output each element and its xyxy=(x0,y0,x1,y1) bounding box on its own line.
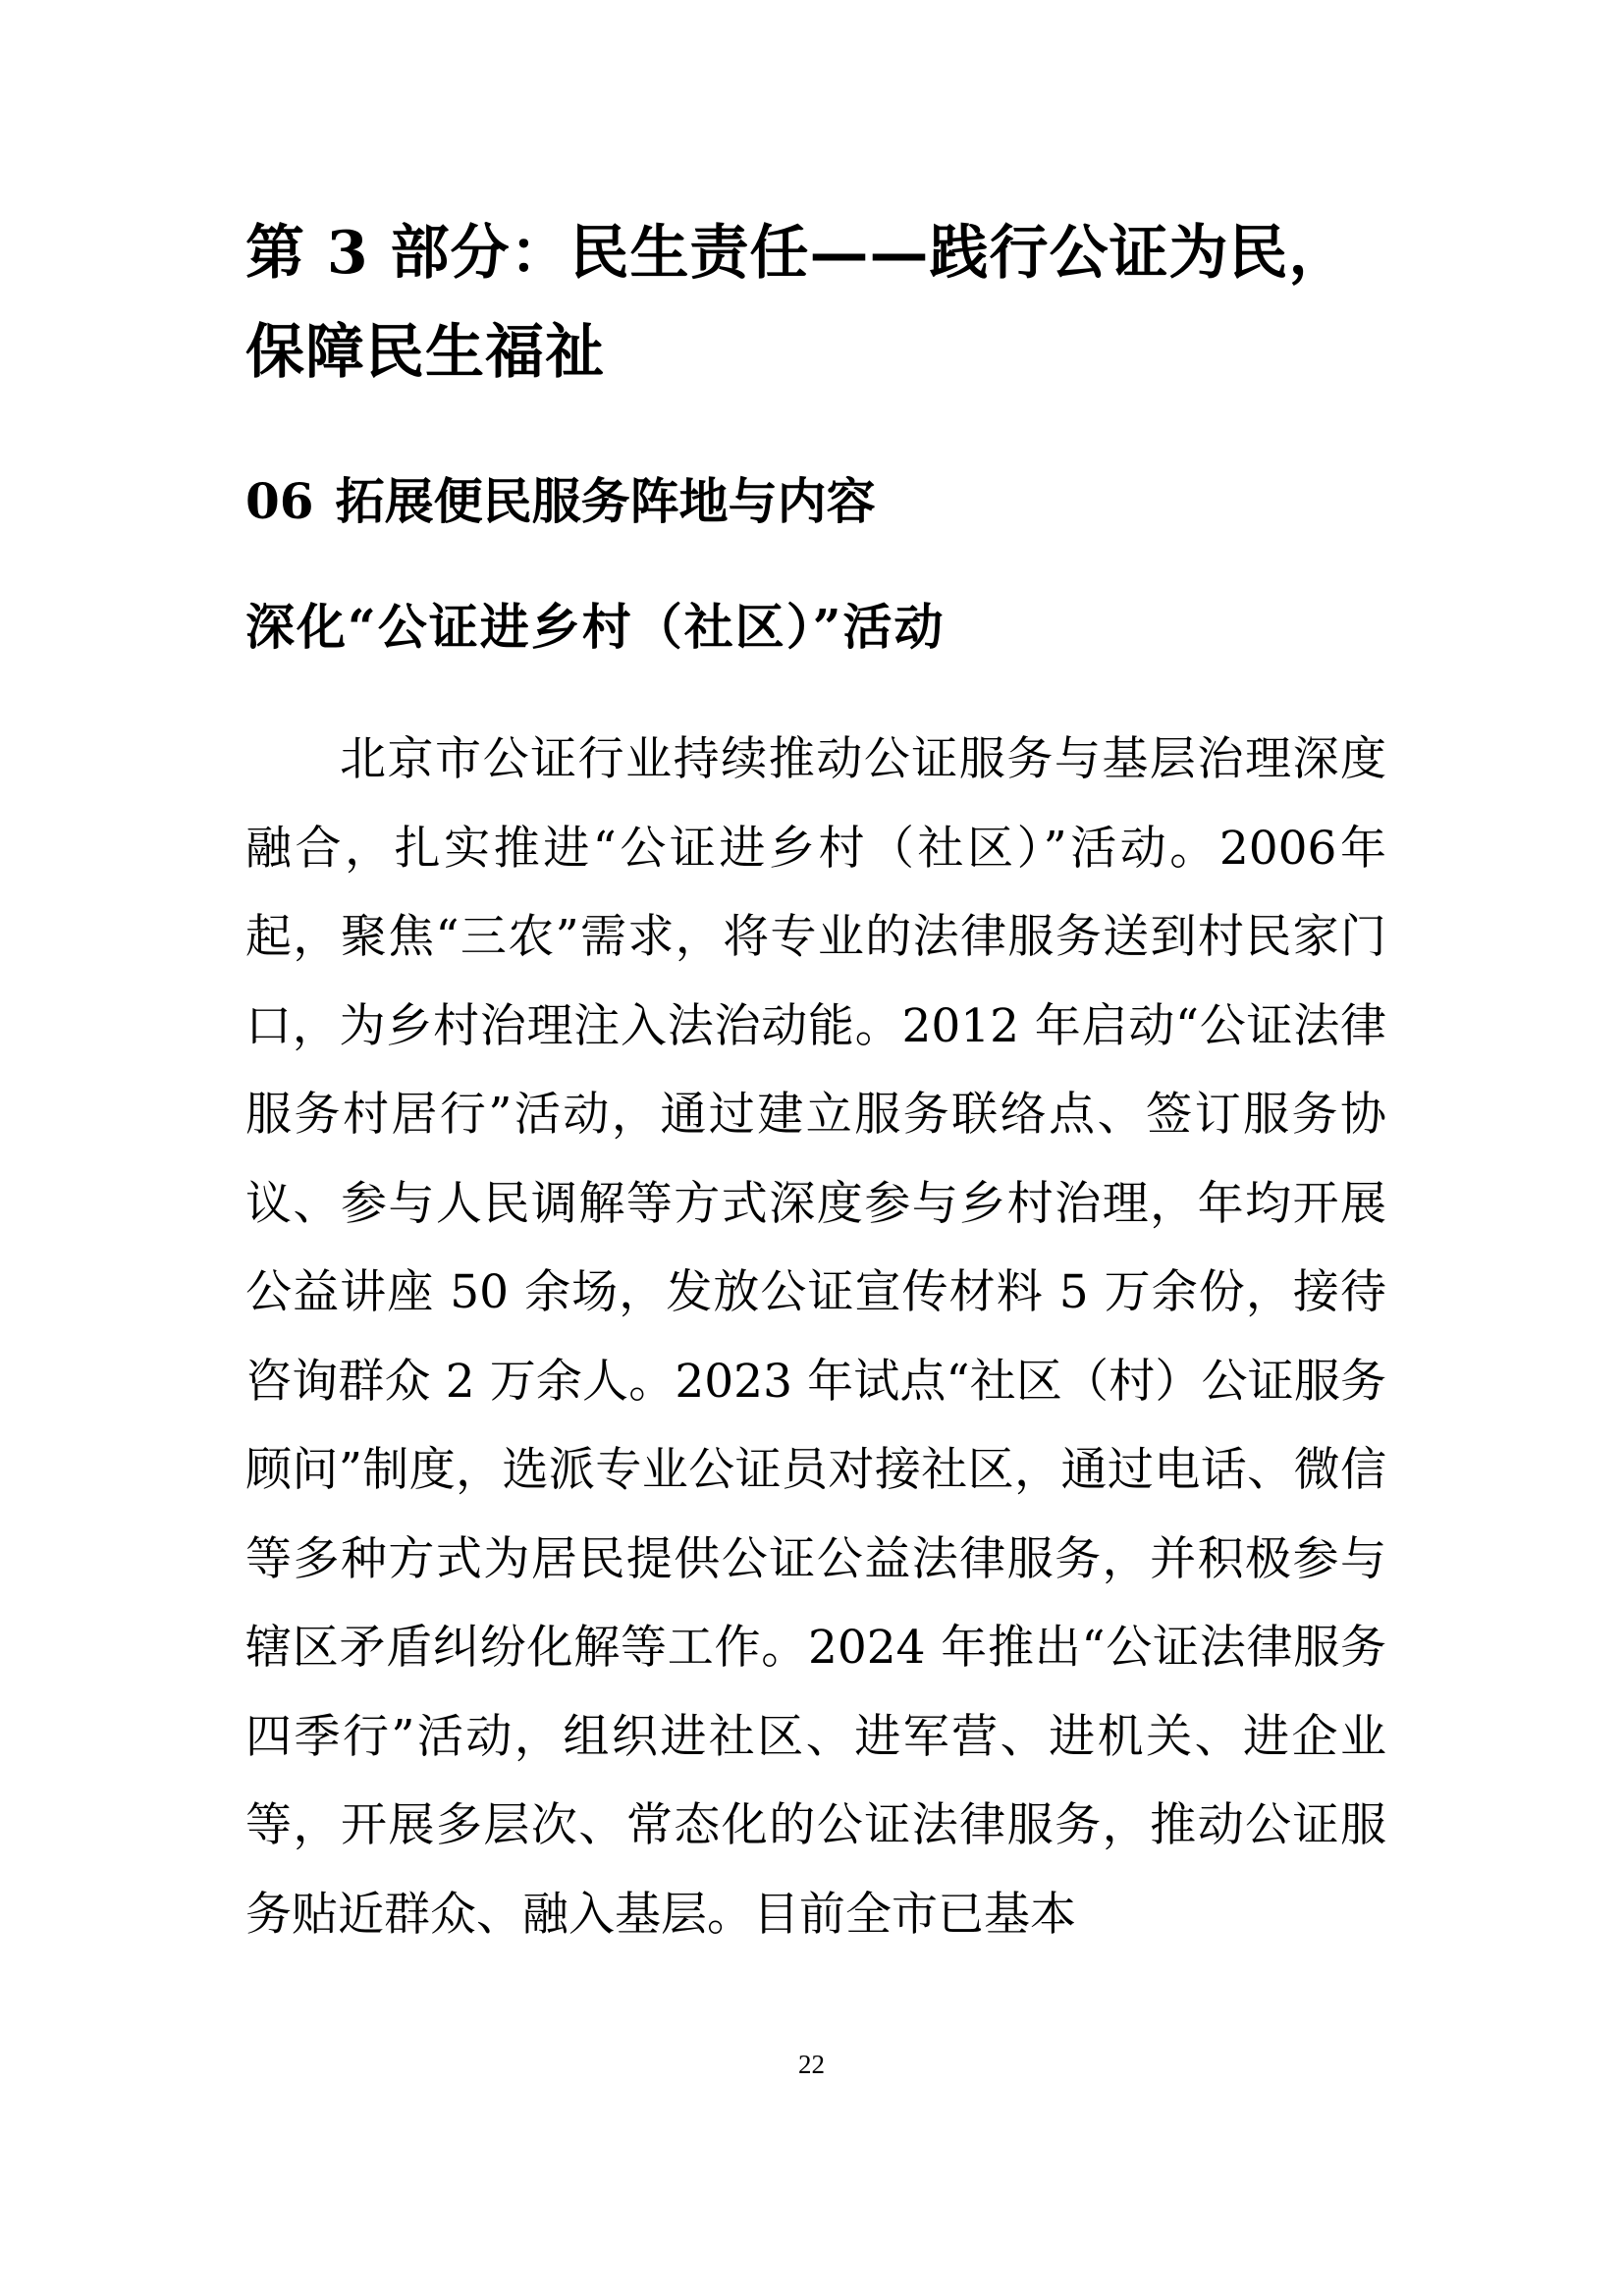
section-title: 拓展便民服务阵地与内容 xyxy=(335,472,876,530)
page-number: 22 xyxy=(798,2050,825,2079)
section-heading xyxy=(245,467,1384,536)
part-title: 第 3 部分：民生责任——践行公证为民，保障民生福祉 xyxy=(245,219,1349,387)
section-number: 06 xyxy=(245,472,314,530)
subsection-title: 深化“公证进乡村（社区）”活动 xyxy=(245,598,946,656)
body-paragraph: 北京市公证行业持续推动公证服务与基层治理深度融合，扎实推进“公证进乡村（社区）”活动。2006年起，聚焦“三农”需求，将专业的法律服务送到村民家门口，为乡村治理注入法治动能。2012 年启动“公证法律服务村居行”活动，通过建立服务联络点、签订服务协议、参与人民调解等方式深度参与乡村治理，年均开展公益讲座 50 余场，发放公证宣传材料 5 万余份，接待咨询群众 2 万余人。2023 年试点“社区（村）公证服务顾问”制度，选派专业公证员对接社区，通过电话、微信等多种方式为居民提供公证公益法律服务，并积极参与辖区矛盾纠纷化解等工作。2024 年推出“公证法律服务四季行”活动，组织进社区、进军营、进机关、进企业等，开展多层次、常态化的公证法律服务，推动公证服务贴近群众、融入基层。目前全市已基本 xyxy=(245,732,1386,1942)
